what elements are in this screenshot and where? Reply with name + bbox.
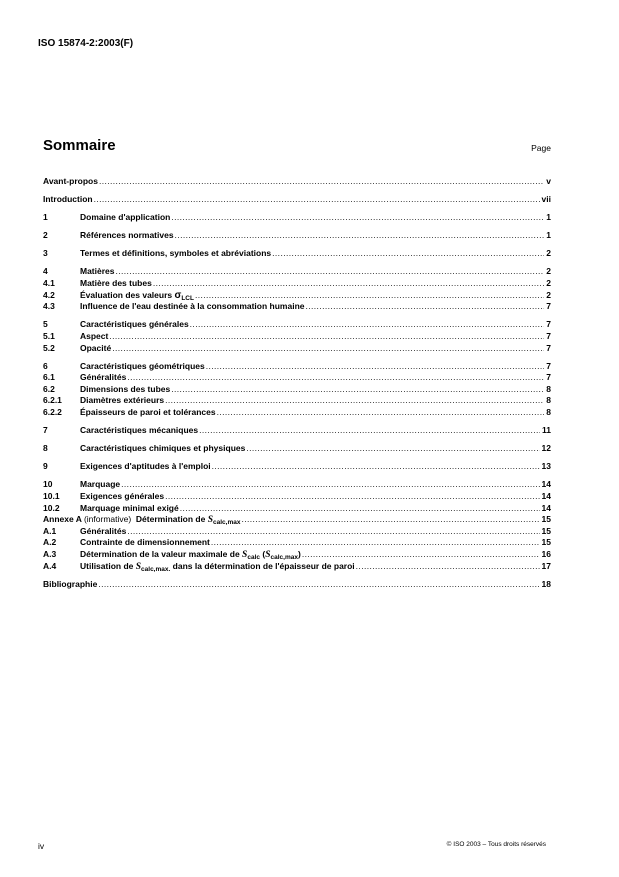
- table-of-contents: [43, 176, 551, 590]
- toc-entry[interactable]: [43, 579, 551, 591]
- toc-entry[interactable]: [43, 384, 551, 396]
- dot-leader: [121, 479, 539, 489]
- toc-entry-page: 8: [546, 383, 551, 394]
- toc-entry-text: Caractéristiques générales: [80, 319, 189, 330]
- toc-entry-text: Opacité: [80, 342, 112, 353]
- toc-entry-number: 4.2: [43, 289, 55, 300]
- toc-entry-page: v: [546, 176, 551, 186]
- toc-entry-number: 4.3: [43, 301, 55, 312]
- toc-entry-page: vii: [541, 194, 551, 205]
- dot-leader: [211, 537, 540, 547]
- toc-entry-number: 9: [43, 461, 48, 472]
- dot-leader: [171, 384, 544, 394]
- toc-entry-text: Domaine d'application: [80, 212, 171, 223]
- dot-leader: [112, 343, 544, 353]
- toc-entry-page: 7: [546, 360, 551, 371]
- toc-entry[interactable]: [43, 461, 551, 473]
- toc-entry-page: 2: [546, 289, 551, 300]
- dot-leader: [171, 212, 544, 222]
- toc-entry-text: Généralités: [80, 372, 127, 383]
- toc-entry-number: 10.2: [43, 502, 60, 513]
- toc-entry[interactable]: [43, 212, 551, 224]
- toc-entry[interactable]: [43, 479, 551, 491]
- toc-entry[interactable]: [43, 194, 551, 206]
- toc-entry-number: 10: [43, 479, 53, 490]
- dot-leader: [175, 230, 545, 240]
- toc-entry-page: 11: [542, 425, 551, 436]
- dot-leader: [98, 579, 539, 589]
- toc-page-label: Page: [531, 143, 551, 153]
- toc-entry-text: Détermination de la valeur maximale de $S_{calc}$ $(S_{calc,max})$: [80, 548, 301, 561]
- toc-entry-number: A.2: [43, 537, 57, 548]
- footer-page-number: iv: [38, 841, 45, 851]
- toc-entry-text-prefix: Détermination de la valeur maximale de: [80, 548, 243, 559]
- toc-entry-number: 6.2: [43, 383, 55, 394]
- toc-entry-text: Généralités: [80, 525, 127, 536]
- toc-entry[interactable]: [43, 319, 551, 331]
- toc-entry-page: 15: [541, 537, 551, 548]
- toc-entry-text: Caractéristiques chimiques et physiques: [80, 443, 246, 454]
- toc-entry-page: 12: [541, 443, 551, 454]
- toc-entry-text: Termes et définitions, symboles et abréviations: [80, 248, 272, 259]
- toc-entry-page: 8: [546, 407, 551, 417]
- toc-entry-text: Marquage minimal exigé: [80, 502, 179, 513]
- toc-entry-page: 1: [546, 212, 551, 223]
- toc-entry-number: 2: [43, 230, 48, 241]
- annex-type: (informative): [83, 514, 132, 525]
- toc-entry-text: [80, 561, 355, 572]
- toc-entry[interactable]: [43, 176, 551, 188]
- toc-entry-page: 18: [541, 578, 551, 589]
- toc-entry-number: 4: [43, 266, 48, 277]
- toc-entry-page: 7: [546, 319, 551, 330]
- toc-entry-number: 6.2.1: [43, 395, 62, 406]
- toc-entry-page: 7: [546, 301, 551, 312]
- toc-entry-text: Exigences générales: [80, 490, 165, 501]
- toc-annex-entry[interactable]: [43, 514, 551, 526]
- dot-leader: [180, 503, 540, 513]
- toc-entry[interactable]: [43, 278, 551, 290]
- dot-leader: [302, 549, 540, 559]
- toc-entry-text: Contrainte de dimensionnement: [80, 537, 210, 548]
- dot-leader: [190, 319, 545, 329]
- toc-entry[interactable]: [43, 561, 551, 573]
- dot-leader: [165, 395, 544, 405]
- toc-entry[interactable]: [43, 395, 551, 407]
- toc-entry[interactable]: [43, 331, 551, 343]
- dot-leader: [109, 331, 544, 341]
- dot-leader: [127, 372, 544, 382]
- toc-entry-text: Dimensions des tubes: [80, 383, 171, 394]
- symbol-subscript: calc,max: [213, 519, 241, 527]
- toc-entry-text-prefix: Utilisation de: [80, 560, 136, 571]
- toc-entry-page: 2: [546, 248, 551, 259]
- dot-leader: [127, 526, 539, 536]
- toc-entry-text: Références normatives: [80, 230, 174, 241]
- dot-leader: [165, 491, 539, 501]
- dot-leader: [306, 301, 545, 311]
- toc-entry-text: Caractéristiques mécaniques: [80, 425, 199, 436]
- toc-entry[interactable]: [43, 290, 551, 302]
- sigma-symbol: σ: [174, 289, 182, 301]
- toc-entry-number: A.4: [43, 560, 57, 571]
- toc-entry-page: 15: [541, 525, 551, 536]
- toc-entry-number: 6.1: [43, 372, 55, 383]
- toc-entry-text: [80, 290, 194, 301]
- toc-entry-page: 14: [541, 479, 551, 490]
- toc-entry[interactable]: [43, 361, 551, 373]
- toc-entry[interactable]: [43, 343, 551, 355]
- toc-entry-page: 7: [546, 342, 551, 353]
- dot-leader: [99, 176, 544, 186]
- toc-entry-number: A.3: [43, 548, 57, 559]
- toc-entry-page: 14: [541, 502, 551, 513]
- toc-entry-page: 2: [546, 278, 551, 289]
- toc-entry[interactable]: [43, 372, 551, 384]
- toc-entry[interactable]: [43, 425, 551, 437]
- dot-leader: [116, 266, 545, 276]
- toc-entry-number: 6: [43, 360, 48, 371]
- toc-entry[interactable]: [43, 266, 551, 278]
- toc-entry-number: 4.1: [43, 278, 55, 289]
- toc-entry-page: 17: [541, 560, 551, 571]
- dot-leader: [217, 407, 545, 417]
- toc-entry-page: 7: [546, 372, 551, 383]
- dot-leader: [153, 278, 544, 288]
- toc-entry-text: Marquage: [80, 479, 121, 490]
- toc-entry-page: 15: [541, 514, 551, 525]
- toc-entry[interactable]: [43, 407, 551, 419]
- toc-entry-text: Introduction: [43, 194, 93, 205]
- toc-entry-number: 3: [43, 248, 48, 259]
- toc-entry-text-prefix: Détermination de: [135, 514, 208, 525]
- dot-leader: [94, 194, 540, 204]
- s-symbol: S: [207, 515, 214, 526]
- symbol-subscript: LCL: [181, 294, 194, 302]
- toc-entry-text-prefix: Évaluation des valeurs: [80, 289, 175, 300]
- toc-entry[interactable]: [43, 248, 551, 260]
- toc-entry-page: 2: [546, 266, 551, 277]
- dot-leader: [241, 514, 539, 524]
- toc-entry-number: 6.2.2: [43, 407, 62, 417]
- toc-entry[interactable]: [43, 230, 551, 242]
- toc-entry-page: 1: [546, 230, 551, 241]
- s-symbol: S: [135, 561, 142, 572]
- toc-entry-text-suffix: dans la détermination de l'épaisseur de paroi: [170, 560, 355, 571]
- dot-leader: [246, 443, 539, 453]
- dot-leader: [356, 561, 540, 571]
- toc-entry[interactable]: [43, 549, 551, 561]
- toc-entry-text: [43, 514, 240, 525]
- toc-entry-text: Bibliographie: [43, 578, 98, 589]
- toc-entry-number: 5.1: [43, 330, 55, 341]
- toc-entry-page: 8: [546, 395, 551, 406]
- toc-entry[interactable]: [43, 301, 551, 313]
- toc-entry-number: 10.1: [43, 490, 60, 501]
- dot-leader: [195, 290, 544, 300]
- dot-leader: [206, 361, 545, 371]
- toc-entry-page: 14: [541, 490, 551, 501]
- toc-entry[interactable]: [43, 443, 551, 455]
- toc-entry-number: 5.2: [43, 342, 55, 353]
- symbol-subscript: calc,max.: [141, 565, 171, 573]
- toc-entry-number: 5: [43, 319, 48, 330]
- toc-entry-number: 7: [43, 425, 48, 436]
- toc-title: Sommaire: [43, 137, 116, 154]
- toc-entry-text: Matière des tubes: [80, 278, 152, 289]
- dot-leader: [272, 248, 544, 258]
- s-symbol: S: [265, 549, 271, 560]
- toc-entry-number: A.1: [43, 525, 57, 536]
- symbol-subscript: calc: [247, 553, 260, 561]
- toc-entry-page: 16: [541, 548, 551, 559]
- dot-leader: [212, 461, 540, 471]
- toc-entry-number: 8: [43, 443, 48, 454]
- toc-entry-number: 1: [43, 212, 48, 223]
- toc-entry[interactable]: [43, 537, 551, 549]
- toc-entry[interactable]: [43, 503, 551, 515]
- toc-entry[interactable]: [43, 526, 551, 538]
- toc-entry-text: Exigences d'aptitudes à l'emploi: [80, 461, 211, 472]
- toc-entry-text: Avant-propos: [43, 176, 98, 186]
- toc-entry-text: Aspect: [80, 330, 109, 341]
- toc-entry-text: Épaisseurs de paroi et tolérances: [80, 407, 216, 417]
- annex-label: Annexe A: [43, 514, 82, 525]
- dot-leader: [199, 425, 540, 435]
- footer-copyright: © ISO 2003 – Tous droits réservés: [446, 841, 546, 848]
- s-symbol: S: [242, 549, 248, 560]
- toc-entry-text: Caractéristiques géométriques: [80, 360, 205, 371]
- symbol-subscript: calc,max: [270, 553, 298, 561]
- toc-entry-text: Matières: [80, 266, 115, 277]
- toc-entry-text: Influence de l'eau destinée à la consommation humaine: [80, 301, 305, 312]
- document-header: ISO 15874-2:2003(F): [38, 38, 134, 49]
- toc-entry-page: 13: [541, 461, 551, 472]
- toc-entry[interactable]: [43, 491, 551, 503]
- toc-entry-page: 7: [546, 330, 551, 341]
- toc-entry-text: Diamètres extérieurs: [80, 395, 165, 406]
